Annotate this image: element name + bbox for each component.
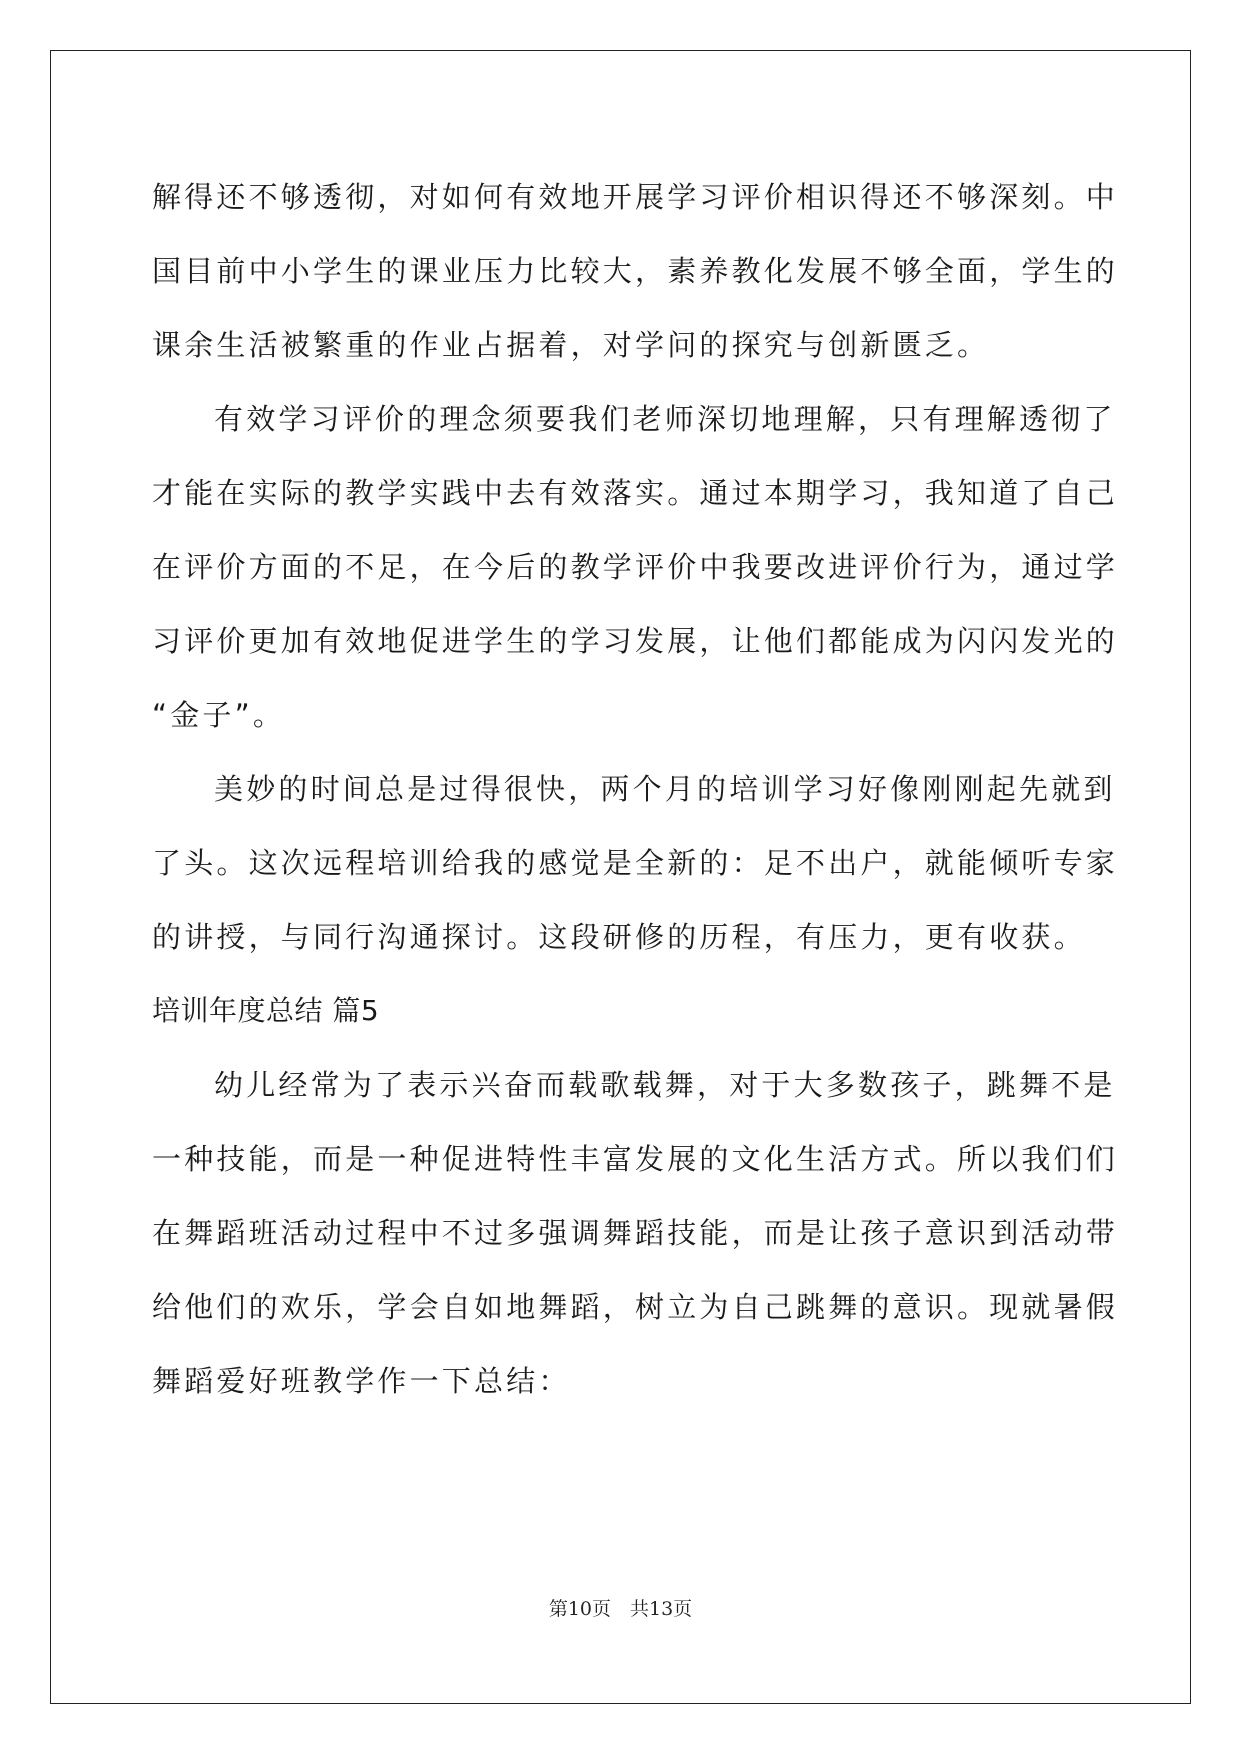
text-line: 的讲授，与同行沟通探讨。这段研修的历程，有压力，更有收获。 <box>152 920 1086 954</box>
page-number-footer: 第10页 共13页 <box>548 1598 693 1620</box>
text-line: 课余生活被繁重的作业占据着，对学问的探究与创新匮乏。 <box>152 328 990 362</box>
text-line: 了头。这次远程培训给我的感觉是全新的：足不出户，就能倾听专家 <box>152 846 1119 880</box>
text-line: 一种技能，而是一种促进特性丰富发展的文化生活方式。所以我们们 <box>152 1142 1119 1176</box>
text-line: 给他们的欢乐，学会自如地舞蹈，树立为自己跳舞的意识。现就暑假 <box>152 1290 1119 1324</box>
text-line: “金子”。 <box>152 698 286 732</box>
text-line: 解得还不够透彻，对如何有效地开展学习评价相识得还不够深刻。中 <box>152 180 1119 214</box>
section-heading: 培训年度总结 篇5 <box>152 994 380 1027</box>
paragraph-first-line: 幼儿经常为了表示兴奋而载歌载舞，对于大多数孩子，跳舞不是 <box>214 1068 1116 1102</box>
paragraph-first-line: 有效学习评价的理念须要我们老师深切地理解，只有理解透彻了 <box>214 402 1116 436</box>
text-line: 习评价更加有效地促进学生的学习发展，让他们都能成为闪闪发光的 <box>152 624 1119 658</box>
text-line: 才能在实际的教学实践中去有效落实。通过本期学习，我知道了自己 <box>152 476 1119 510</box>
text-line: 舞蹈爱好班教学作一下总结： <box>152 1364 571 1398</box>
document-body <box>152 160 1119 1418</box>
text-line: 在舞蹈班活动过程中不过多强调舞蹈技能，而是让孩子意识到活动带 <box>152 1216 1119 1250</box>
text-line: 在评价方面的不足，在今后的教学评价中我要改进评价行为，通过学 <box>152 550 1119 584</box>
paragraph-first-line: 美妙的时间总是过得很快，两个月的培训学习好像刚刚起先就到 <box>214 772 1116 806</box>
text-line: 国目前中小学生的课业压力比较大，素养教化发展不够全面，学生的 <box>152 254 1119 288</box>
